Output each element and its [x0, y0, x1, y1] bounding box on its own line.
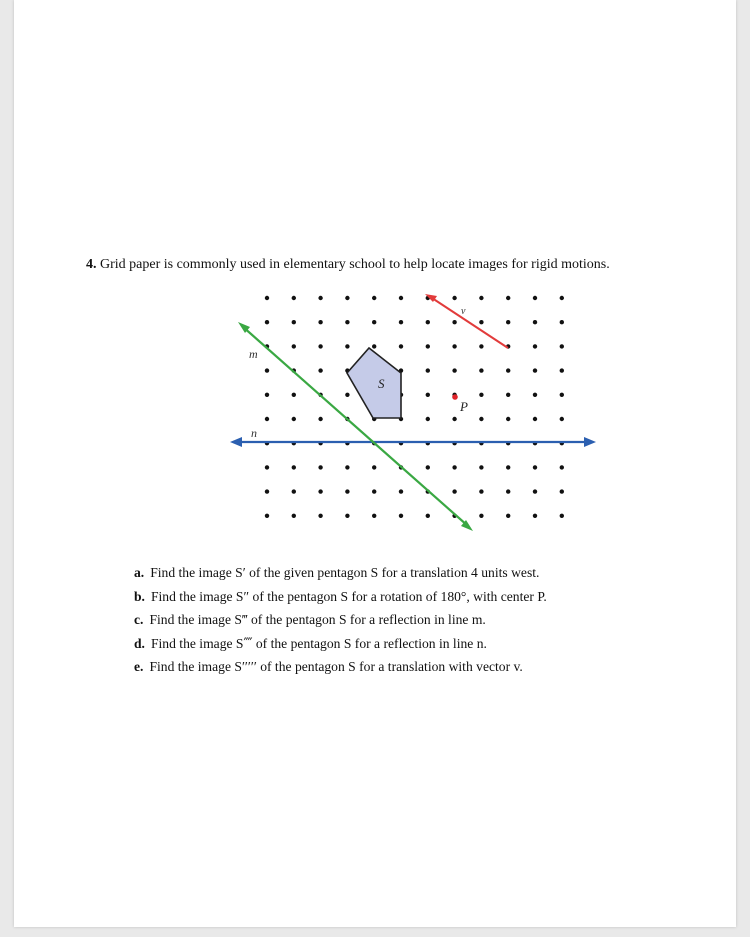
label-p: P: [460, 399, 468, 414]
grid-dot: [506, 417, 510, 421]
grid-dot: [560, 368, 564, 372]
grid-dot: [533, 344, 537, 348]
grid-dot: [318, 514, 322, 518]
grid-dot: [506, 368, 510, 372]
grid-dot: [345, 344, 349, 348]
part-c: c. Find the image S‴ of the pentagon S for a reflection in line m.: [134, 612, 486, 627]
grid-dot: [533, 393, 537, 397]
grid-dot: [399, 489, 403, 493]
grid-dot: [452, 417, 456, 421]
grid-dot: [533, 296, 537, 300]
grid-dot: [479, 344, 483, 348]
dot-grid: [265, 296, 564, 518]
grid-dot: [426, 320, 430, 324]
part-b: b. Find the image S″ of the pentagon S for a rotation of 180°, with center P.: [134, 588, 547, 604]
line-m: [242, 326, 468, 526]
grid-dot: [372, 514, 376, 518]
grid-dot: [265, 393, 269, 397]
grid-dot: [479, 320, 483, 324]
grid-dot: [399, 344, 403, 348]
grid-dot: [560, 344, 564, 348]
grid-dot: [479, 465, 483, 469]
grid-dot: [265, 368, 269, 372]
grid-dot: [452, 465, 456, 469]
grid-dot: [479, 368, 483, 372]
grid-dot: [560, 296, 564, 300]
grid-dot: [452, 320, 456, 324]
grid-dot: [265, 417, 269, 421]
grid-dot: [399, 514, 403, 518]
grid-dot: [372, 320, 376, 324]
problem-number: 4.: [86, 257, 97, 272]
grid-dot: [533, 489, 537, 493]
pentagon-s: [347, 348, 401, 418]
grid-dot: [292, 296, 296, 300]
grid-dot: [452, 489, 456, 493]
part-a: a. Find the image S′ of the given pentagon S for a translation 4 units west.: [134, 565, 540, 580]
grid-dot: [426, 417, 430, 421]
grid-dot: [372, 296, 376, 300]
grid-dot: [318, 465, 322, 469]
grid-dot: [479, 393, 483, 397]
grid-dot: [533, 320, 537, 324]
part-e: e. Find the image S′′′′′ of the pentagon S for a translation with vector v.: [134, 659, 523, 674]
grid-dot: [399, 320, 403, 324]
line-n-arrow-left: [230, 437, 242, 447]
label-m: m: [249, 347, 258, 361]
grid-dot: [292, 417, 296, 421]
grid-dot: [506, 320, 510, 324]
grid-dot: [426, 344, 430, 348]
grid-dot: [345, 465, 349, 469]
grid-dot: [560, 514, 564, 518]
grid-dot: [318, 368, 322, 372]
grid-dot: [426, 368, 430, 372]
grid-dot: [506, 514, 510, 518]
problem-text: Grid paper is commonly used in elementary school to help locate images for rigid motions.: [100, 257, 610, 272]
grid-dot: [318, 320, 322, 324]
line-n-arrow-right: [584, 437, 596, 447]
label-v: v: [461, 306, 466, 317]
grid-dot: [452, 296, 456, 300]
grid-dot: [345, 489, 349, 493]
grid-dot: [292, 514, 296, 518]
grid-dot: [265, 514, 269, 518]
grid-dot: [479, 417, 483, 421]
grid-dot: [265, 489, 269, 493]
part-d: d. Find the image S⁗ of the pentagon S for a reflection in line n.: [134, 635, 487, 651]
grid-dot: [506, 296, 510, 300]
grid-dot: [533, 465, 537, 469]
grid-dot: [372, 344, 376, 348]
grid-dot: [345, 296, 349, 300]
grid-dot: [265, 296, 269, 300]
grid-dot: [399, 296, 403, 300]
grid-dot: [533, 514, 537, 518]
grid-dot: [426, 514, 430, 518]
grid-dot: [318, 296, 322, 300]
label-s: S: [378, 376, 385, 391]
grid-dot: [426, 465, 430, 469]
grid-dot: [560, 489, 564, 493]
grid-dot: [560, 393, 564, 397]
grid-dot: [479, 514, 483, 518]
grid-dot: [506, 465, 510, 469]
grid-dot: [479, 296, 483, 300]
grid-dot: [345, 320, 349, 324]
exercise-parts: [134, 561, 547, 679]
label-n: n: [251, 426, 257, 440]
grid-dot: [560, 417, 564, 421]
grid-dot: [345, 514, 349, 518]
vector-v: [432, 298, 508, 348]
grid-dot: [479, 489, 483, 493]
grid-dot: [318, 344, 322, 348]
grid-dot: [292, 320, 296, 324]
grid-dot: [318, 417, 322, 421]
grid-dot: [292, 393, 296, 397]
grid-dot: [372, 465, 376, 469]
grid-dot: [265, 465, 269, 469]
grid-dot: [292, 465, 296, 469]
grid-dot: [452, 344, 456, 348]
grid-dot: [318, 489, 322, 493]
grid-dot: [292, 489, 296, 493]
grid-dot: [506, 393, 510, 397]
grid-dot: [292, 344, 296, 348]
grid-dot: [533, 368, 537, 372]
grid-dot: [265, 320, 269, 324]
grid-dot: [372, 489, 376, 493]
grid-dot: [560, 320, 564, 324]
grid-dot: [426, 393, 430, 397]
grid-dot: [345, 393, 349, 397]
point-p: [452, 394, 458, 400]
grid-dot: [506, 489, 510, 493]
grid-dot: [533, 417, 537, 421]
grid-dot: [560, 465, 564, 469]
grid-dot: [452, 368, 456, 372]
